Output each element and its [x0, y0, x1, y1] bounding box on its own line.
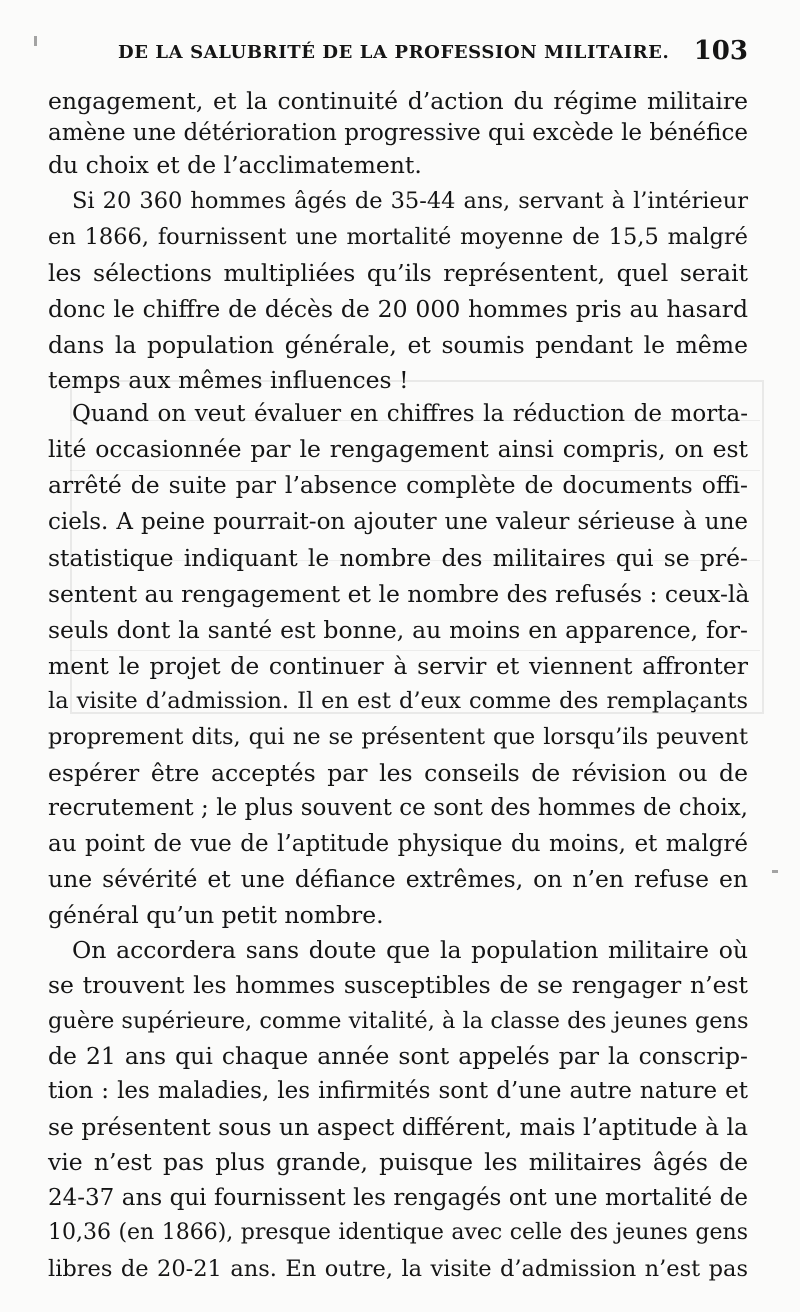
text-line: de 21 ans qui chaque année sont appelés par la conscrip- — [48, 1042, 748, 1070]
text-line: 10,36 (en 1866), presque identique avec celle des jeunes gens — [48, 1220, 748, 1245]
text-line: 24-37 ans qui fournissent les rengagés ont une mortalité de — [48, 1185, 748, 1211]
text-line: tion : les maladies, les infirmités sont d’une autre nature et — [48, 1078, 748, 1104]
text-line: ment le projet de continuer à servir et viennent affronter — [48, 652, 748, 680]
text-line: en 1866, fournissent une mortalité moyenne de 15,5 malgré — [48, 224, 748, 250]
text-line: se présentent sous un aspect différent, mais l’aptitude à la — [48, 1113, 748, 1141]
text-line: vie n’est pas plus grande, puisque les militaires âgés de — [48, 1148, 748, 1176]
text-line: temps aux mêmes influences ! — [48, 366, 409, 394]
text-line: libres de 20-21 ans. En outre, la visite d’admission n’est pas — [48, 1256, 748, 1282]
text-line: recrutement ; le plus souvent ce sont des hommes de choix, — [48, 795, 748, 821]
text-line: Quand on veut évaluer en chiffres la réduction de morta- — [72, 401, 748, 427]
text-line: donc le chiffre de décès de 20 000 hommes pris au hasard — [48, 295, 748, 323]
text-line: dans la population générale, et soumis pendant le même — [48, 331, 748, 359]
text-line: guère supérieure, comme vitalité, à la classe des jeunes gens — [48, 1008, 749, 1034]
text-line: engagement, et la continuité d’action du régime militaire — [48, 87, 748, 115]
text-line: les sélections multipliées qu’ils représentent, quel serait — [48, 259, 748, 287]
text-line: général qu’un petit nombre. — [48, 901, 384, 929]
text-line: une sévérité et une défiance extrêmes, on n’en refuse en — [48, 865, 748, 893]
text-line: amène une détérioration progressive qui excède le bénéfice — [48, 120, 748, 146]
running-title: DE LA SALUBRITÉ DE LA PROFESSION MILITAIRE. — [118, 42, 670, 63]
text-line: seuls dont la santé est bonne, au moins en apparence, for- — [48, 616, 748, 644]
text-line: du choix et de l’acclimatement. — [48, 151, 422, 179]
text-line: proprement dits, qui ne se présentent que lorsqu’ils peuvent — [48, 724, 748, 750]
text-line: statistique indiquant le nombre des militaires qui se pré- — [48, 544, 748, 572]
text-line: lité occasionnée par le rengagement ainsi compris, on est — [48, 435, 748, 463]
text-line: arrêté de suite par l’absence complète de documents offi- — [48, 471, 748, 499]
text-line: se trouvent les hommes susceptibles de se rengager n’est — [48, 971, 748, 999]
text-line: sentent au rengagement et le nombre des refusés : ceux-là — [48, 580, 750, 608]
text-line: ciels. A peine pourrait-on ajouter une valeur sérieuse à une — [48, 509, 748, 535]
text-line: au point de vue de l’aptitude physique du moins, et malgré — [48, 831, 748, 857]
text-line: Si 20 360 hommes âgés de 35-44 ans, servant à l’intérieur — [72, 188, 748, 214]
text-line: On accordera sans doute que la population militaire où — [72, 936, 748, 964]
text-line: la visite d’admission. Il en est d’eux comme des remplaçants — [48, 688, 748, 714]
page-number: 103 — [693, 36, 748, 66]
text-line: espérer être acceptés par les conseils de révision ou de — [48, 759, 748, 787]
